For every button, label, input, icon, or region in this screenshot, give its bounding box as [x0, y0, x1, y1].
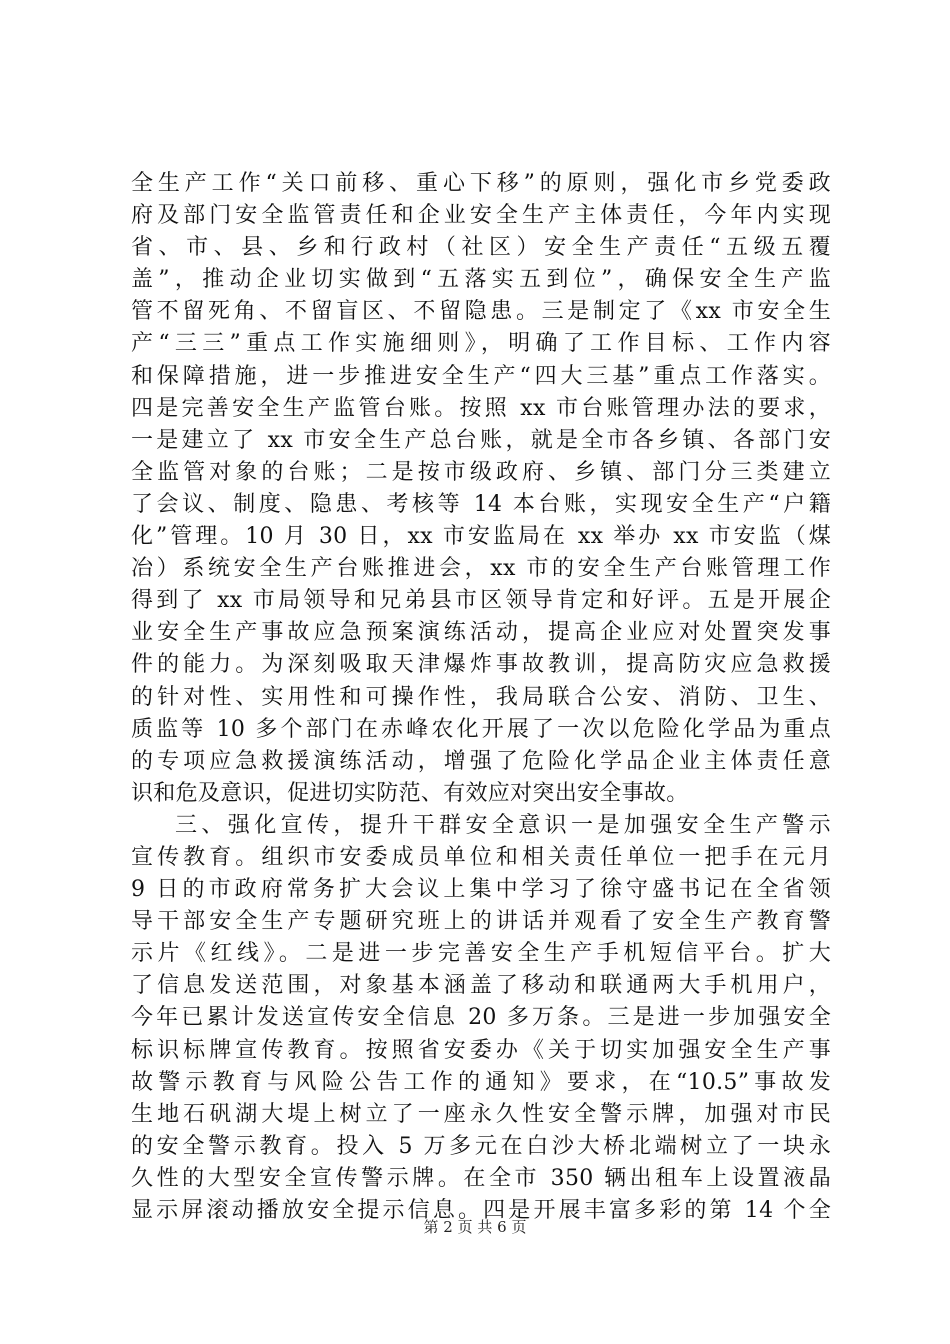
text-line: 显示屏滚动播放安全提示信息。四是开展丰富多彩的第 14 个全 — [131, 1198, 831, 1223]
text-line: 了会议、制度、隐患、考核等 14 本台账，实现安全生产“户籍 — [131, 491, 831, 517]
text-line: 了信息发送范围，对象基本涵盖了移动和联通两大手机用户， — [131, 973, 831, 999]
text-line: 故警示教育与风险公告工作的通知》要求，在“10.5”事故发 — [131, 1069, 831, 1095]
text-line: 管不留死角、不留盲区、不留隐患。三是制定了《xx 市安全生 — [131, 299, 831, 325]
body-text — [131, 168, 831, 1227]
text-line: 生地石矾湖大堤上树立了一座永久性安全警示牌，加强对市民 — [131, 1101, 831, 1127]
text-line-section-heading: 三、强化宣传，提升干群安全意识一是加强安全生产警示 — [175, 812, 831, 838]
text-line: 化”管理。10 月 30 日，xx 市安监局在 xx 举办 xx 市安监（煤 — [131, 524, 831, 550]
text-line: 四是完善安全生产监管台账。按照 xx 市台账管理办法的要求， — [131, 395, 831, 421]
text-line: 全监管对象的台账；二是按市级政府、乡镇、部门分三类建立 — [131, 459, 831, 485]
page-number-label: 第 2 页 共 6 页 — [423, 1218, 527, 1236]
text-line: 产“三三”重点工作实施细则》，明确了工作目标、工作内容 — [131, 331, 831, 357]
text-line: 和保障措施，进一步推进安全生产“四大三基”重点工作落实。 — [131, 363, 831, 389]
text-line: 的针对性、实用性和可操作性，我局联合公安、消防、卫生、 — [131, 684, 831, 710]
text-line: 一是建立了 xx 市安全生产总台账，就是全市各乡镇、各部门安 — [131, 427, 831, 453]
text-line: 的安全警示教育。投入 5 万多元在白沙大桥北端树立了一块永 — [131, 1133, 831, 1159]
text-line: 府及部门安全监管责任和企业安全生产主体责任，今年内实现 — [131, 203, 831, 229]
text-line: 冶）系统安全生产台账推进会，xx 市的安全生产台账管理工作 — [131, 556, 831, 582]
text-line: 9 日的市政府常务扩大会议上集中学习了徐守盛书记在全省领 — [131, 877, 831, 903]
text-line: 今年已累计发送宣传安全信息 20 多万条。三是进一步加强安全 — [131, 1005, 831, 1031]
text-line: 全生产工作“关口前移、重心下移”的原则，强化市乡党委政 — [131, 171, 831, 196]
text-line: 久性的大型安全宣传警示牌。在全市 350 辆出租车上设置液晶 — [131, 1165, 831, 1191]
text-line-paragraph-end: 识和危及意识，促进切实防范、有效应对突出安全事故。 — [131, 780, 689, 806]
text-line: 件的能力。为深刻吸取天津爆炸事故教训，提高防灾应急救援 — [131, 652, 831, 678]
text-line: 得到了 xx 市局领导和兄弟县市区领导肯定和好评。五是开展企 — [131, 588, 831, 614]
text-line: 业安全生产事故应急预案演练活动，提高企业应对处置突发事 — [131, 620, 831, 646]
text-line: 质监等 10 多个部门在赤峰农化开展了一次以危险化学品为重点 — [131, 716, 831, 742]
text-line: 导干部安全生产专题研究班上的讲话并观看了安全生产教育警 — [131, 909, 831, 935]
page-footer — [0, 1217, 950, 1237]
text-line: 宣传教育。组织市安委成员单位和相关责任单位一把手在元月 — [131, 844, 831, 870]
text-line: 省、市、县、乡和行政村（社区）安全生产责任“五级五覆 — [131, 235, 831, 261]
text-line: 的专项应急救援演练活动，增强了危险化学品企业主体责任意 — [131, 748, 831, 774]
text-line: 示片《红线》。二是进一步完善安全生产手机短信平台。扩大 — [131, 941, 831, 967]
text-line: 盖”，推动企业切实做到“五落实五到位”，确保安全生产监 — [131, 267, 831, 293]
text-line: 标识标牌宣传教育。按照省安委办《关于切实加强安全生产事 — [131, 1037, 831, 1063]
